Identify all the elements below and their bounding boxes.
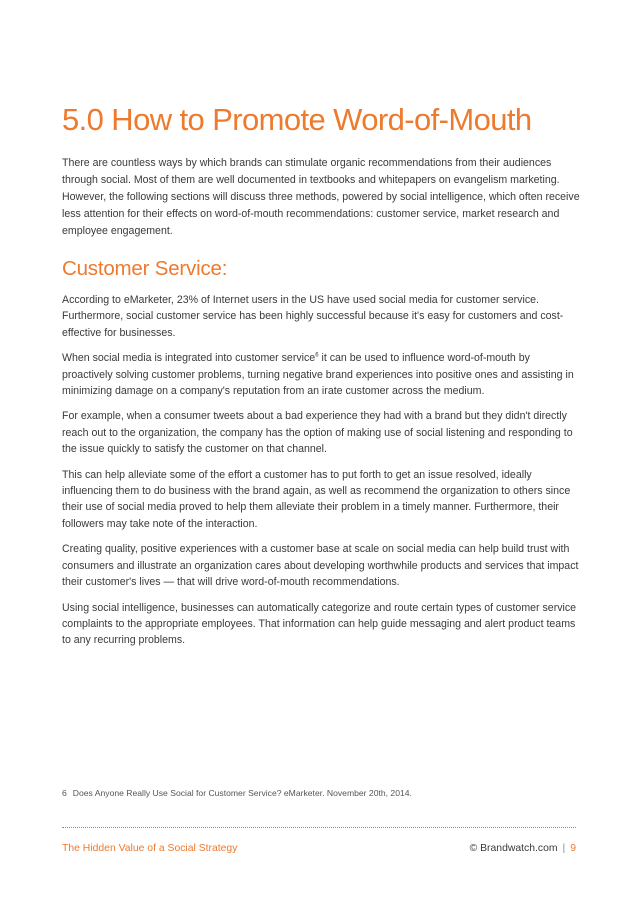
intro-paragraph: There are countless ways by which brands can stimulate organic recommendations from their audiences through social. Most of them are well documented in textbooks and whitepapers on evangelism marketing. However, the following sections will discuss three methods, powered by social intelligence, which often receive less attention for their effects on word-of-mouth recommendations: customer service, market research and employee engagement. <box>62 157 580 237</box>
footnote-number: 6 <box>62 788 67 798</box>
section-heading-customer-service: Customer Service: <box>62 257 228 280</box>
footnote <box>62 787 582 799</box>
paragraph-example: For example, when a consumer tweets about a bad experience they had with a brand but they didn't directly reach out to the organization, the company has the option of making use of social listening and responding to the issue quickly to satisfy the customer on that channel. <box>62 410 573 456</box>
footer-document-title: The Hidden Value of a Social Strategy <box>62 843 238 854</box>
footer-separator: | <box>562 843 566 854</box>
footer-divider <box>62 827 576 828</box>
footer-right <box>470 842 576 856</box>
footnote-text: Does Anyone Really Use Social for Customer Service? eMarketer. November 20th, 2014. <box>72 788 412 798</box>
paragraph-emarketer: According to eMarketer, 23% of Internet users in the US have used social media for customer service. Furthermore, social customer service has been highly successful because it's easy for customers and cost-effective for businesses. <box>62 294 564 339</box>
paragraph-integration-lead: When social media is integrated into customer service <box>62 352 316 365</box>
customer-service-body <box>62 292 582 658</box>
paragraph-alleviate: This can help alleviate some of the effort a customer has to put forth to get an issue resolved, ideally influencing them to do business with the brand again, as well as recommend the organization to others since their use of social media proved to help them alleviate their problem in a timely manner. Furthermore, their followers may take note of the interaction. <box>62 468 571 530</box>
footnote-reference[interactable]: 6 <box>315 352 319 359</box>
paragraph-integration <box>62 350 582 399</box>
paragraph-quality-experiences: Creating quality, positive experiences with a customer base at scale on social media can help build trust with consumers and illustrate an organization cares about developing worthwhile products and services that impact their customer's lives — that will drive word-of-mouth recommendations. <box>62 543 579 589</box>
footer-copyright[interactable]: © Brandwatch.com <box>469 843 558 854</box>
paragraph-social-intelligence: Using social intelligence, businesses can automatically categorize and route certain types of customer service complaints to the appropriate employees. That information can help guide messaging and alert product teams to any recurring problems. <box>62 601 577 647</box>
page-number: 9 <box>570 843 576 854</box>
page-title: 5.0 How to Promote Word-of-Mouth <box>62 102 532 137</box>
paragraph-integration-rest: it can be used to influence word-of-mouth by proactively solving customer problems, turning negative brand experiences into positive ones and assisting in minimizing damage on a company's reputation from an irate customer across the medium. <box>62 352 574 398</box>
